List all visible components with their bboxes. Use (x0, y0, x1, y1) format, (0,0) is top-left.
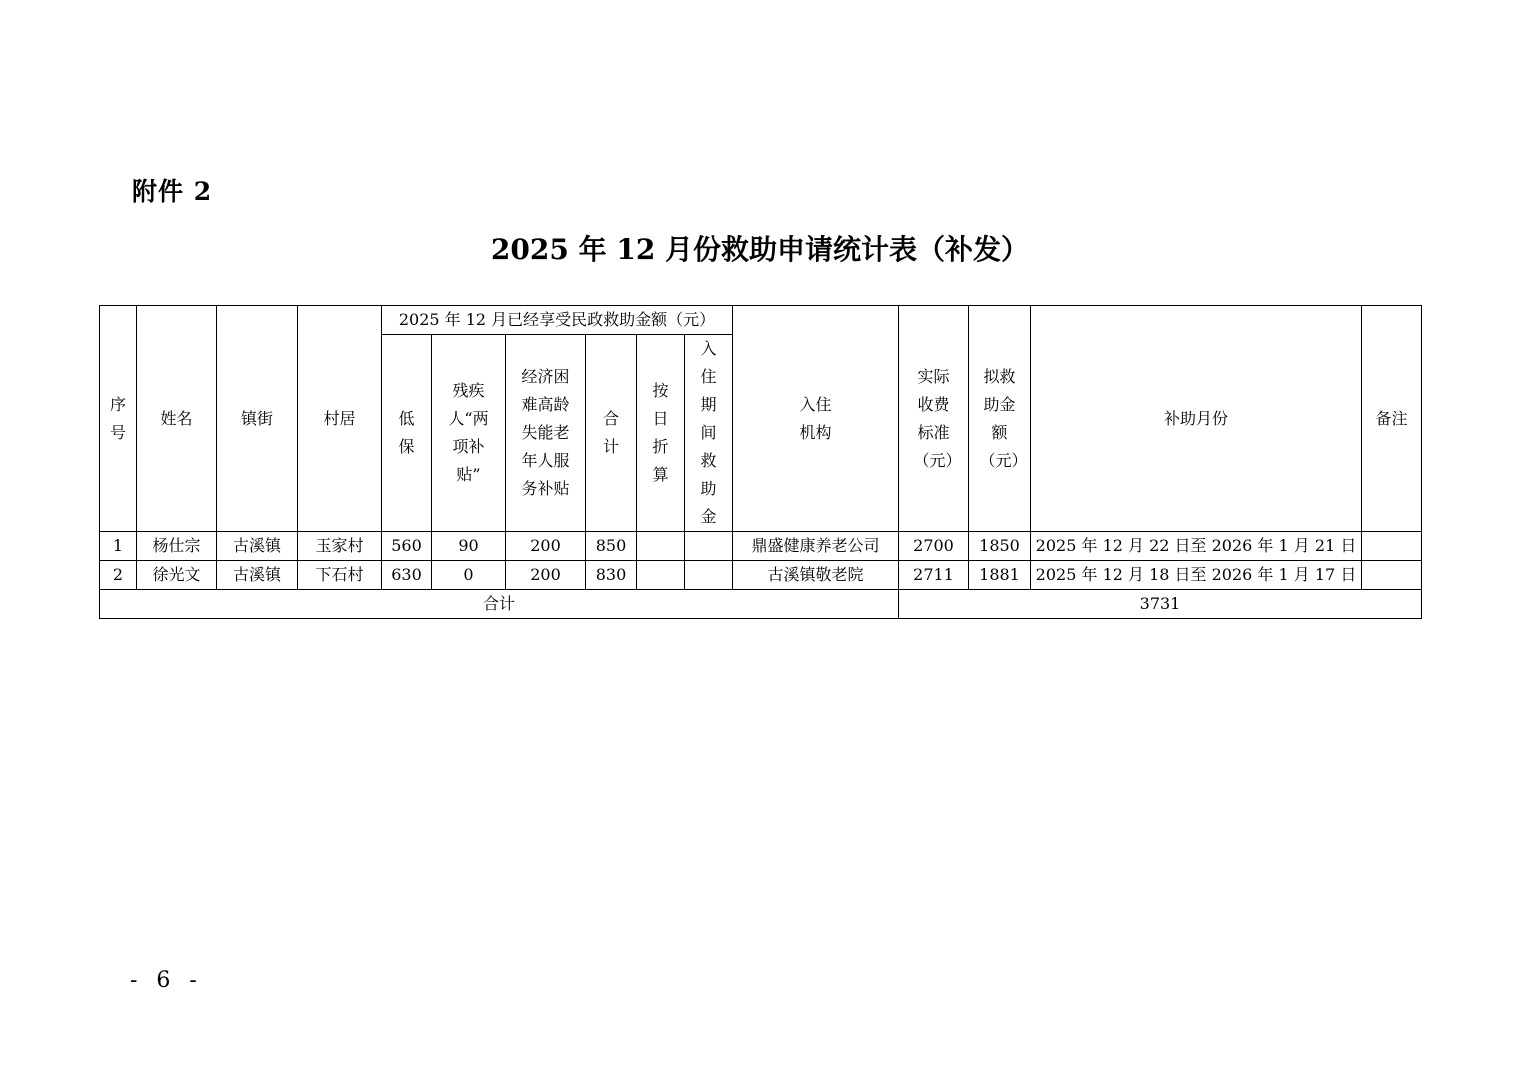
page-number: - 6 - (130, 968, 203, 993)
cell-daily (637, 532, 685, 561)
cell-actual-fee: 2711 (899, 561, 969, 590)
header-elderly: 经济困难高龄失能老年人服务补贴 (506, 335, 586, 532)
cell-town: 古溪镇 (217, 561, 298, 590)
header-proposed: 拟救助金额（元） (969, 306, 1031, 532)
cell-actual-fee: 2700 (899, 532, 969, 561)
cell-name: 杨仕宗 (137, 532, 217, 561)
cell-subtotal: 850 (586, 532, 637, 561)
cell-proposed: 1850 (969, 532, 1031, 561)
total-value: 3731 (899, 590, 1422, 619)
header-disabled: 残疾人“两项补贴” (432, 335, 506, 532)
header-remark: 备注 (1362, 306, 1422, 532)
cell-stay-aid (685, 532, 733, 561)
cell-period: 2025 年 12 月 18 日至 2026 年 1 月 17 日 (1031, 561, 1362, 590)
header-village: 村居 (298, 306, 382, 532)
header-stay-aid: 入住期间救助金 (685, 335, 733, 532)
header-town: 镇街 (217, 306, 298, 532)
header-aid-group: 2025 年 12 月已经享受民政救助金额（元） (382, 306, 733, 335)
cell-dibao: 630 (382, 561, 432, 590)
document-title: 2025 年 12 月份救助申请统计表（补发） (490, 233, 1030, 266)
cell-remark (1362, 532, 1422, 561)
cell-institution: 古溪镇敬老院 (733, 561, 899, 590)
cell-seq: 1 (100, 532, 137, 561)
cell-daily (637, 561, 685, 590)
cell-elderly: 200 (506, 532, 586, 561)
header-daily: 按日折算 (637, 335, 685, 532)
cell-subtotal: 830 (586, 561, 637, 590)
cell-stay-aid (685, 561, 733, 590)
cell-village: 玉家村 (298, 532, 382, 561)
header-name: 姓名 (137, 306, 217, 532)
cell-disabled: 90 (432, 532, 506, 561)
total-label: 合计 (100, 590, 899, 619)
table-row (100, 532, 1422, 561)
cell-elderly: 200 (506, 561, 586, 590)
attachment-label: 附件 2 (132, 177, 213, 206)
table-row (100, 561, 1422, 590)
cell-remark (1362, 561, 1422, 590)
header-actual-fee: 实际收费标准（元） (899, 306, 969, 532)
cell-institution: 鼎盛健康养老公司 (733, 532, 899, 561)
statistics-table (99, 305, 1422, 619)
total-row (100, 590, 1422, 619)
cell-town: 古溪镇 (217, 532, 298, 561)
cell-proposed: 1881 (969, 561, 1031, 590)
cell-dibao: 560 (382, 532, 432, 561)
cell-seq: 2 (100, 561, 137, 590)
header-dibao: 低保 (382, 335, 432, 532)
header-period: 补助月份 (1031, 306, 1362, 532)
cell-village: 下石村 (298, 561, 382, 590)
header-institution: 入住机构 (733, 306, 899, 532)
cell-disabled: 0 (432, 561, 506, 590)
header-subtotal: 合计 (586, 335, 637, 532)
header-seq: 序号 (100, 306, 137, 532)
cell-name: 徐光文 (137, 561, 217, 590)
cell-period: 2025 年 12 月 22 日至 2026 年 1 月 21 日 (1031, 532, 1362, 561)
